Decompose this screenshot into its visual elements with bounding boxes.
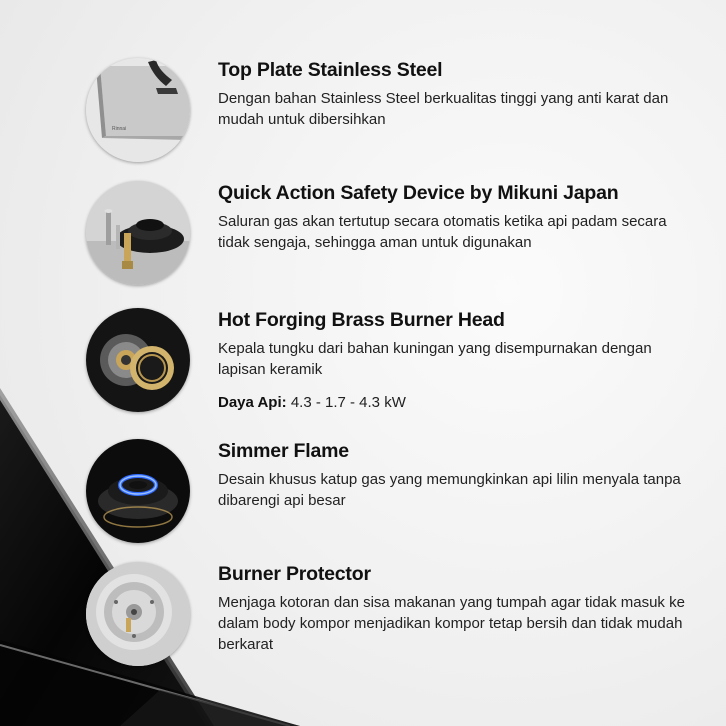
power-spec [218, 392, 698, 413]
feature-title: Top Plate Stainless Steel [218, 59, 443, 81]
feature-brass-burner [86, 308, 706, 418]
feature-simmer-flame [86, 439, 706, 549]
feature-description: Dengan bahan Stainless Steel berkualitas tinggi yang anti karat dan mudah untuk dibersihkan [218, 90, 669, 128]
feature-title: Simmer Flame [218, 440, 349, 462]
feature-title: Quick Action Safety Device by Mikuni Japan [218, 182, 619, 204]
feature-safety-device [86, 181, 706, 291]
feature-title: Hot Forging Brass Burner Head [218, 309, 505, 331]
power-spec-label: Daya Api: [218, 394, 287, 411]
brass-burner-photo [86, 308, 190, 412]
stainless-top-plate-photo [86, 58, 190, 162]
feature-burner-protector [86, 562, 706, 672]
burner-protector-photo [86, 562, 190, 666]
blue-flame-photo [86, 439, 190, 543]
feature-description: Menjaga kotoran dan sisa makanan yang tumpah agar tidak masuk ke dalam body kompor menjadikan kompor tetap bersih dan tidak mudah berkarat [218, 594, 685, 653]
safety-device-photo [86, 181, 190, 285]
feature-title: Burner Protector [218, 563, 371, 585]
feature-description: Kepala tungku dari bahan kuningan yang disempurnakan dengan lapisan keramik [218, 340, 652, 378]
power-spec-value: 4.3 - 1.7 - 4.3 kW [290, 394, 406, 411]
plate-brand-text: Rinnai [112, 126, 127, 132]
feature-top-plate [86, 58, 706, 168]
feature-description: Saluran gas akan tertutup secara otomatis ketika api padam secara tidak sengaja, sehingga aman untuk digunakan [218, 213, 667, 251]
feature-description: Desain khusus katup gas yang memungkinkan api lilin menyala tanpa dibarengi api besar [218, 471, 681, 509]
